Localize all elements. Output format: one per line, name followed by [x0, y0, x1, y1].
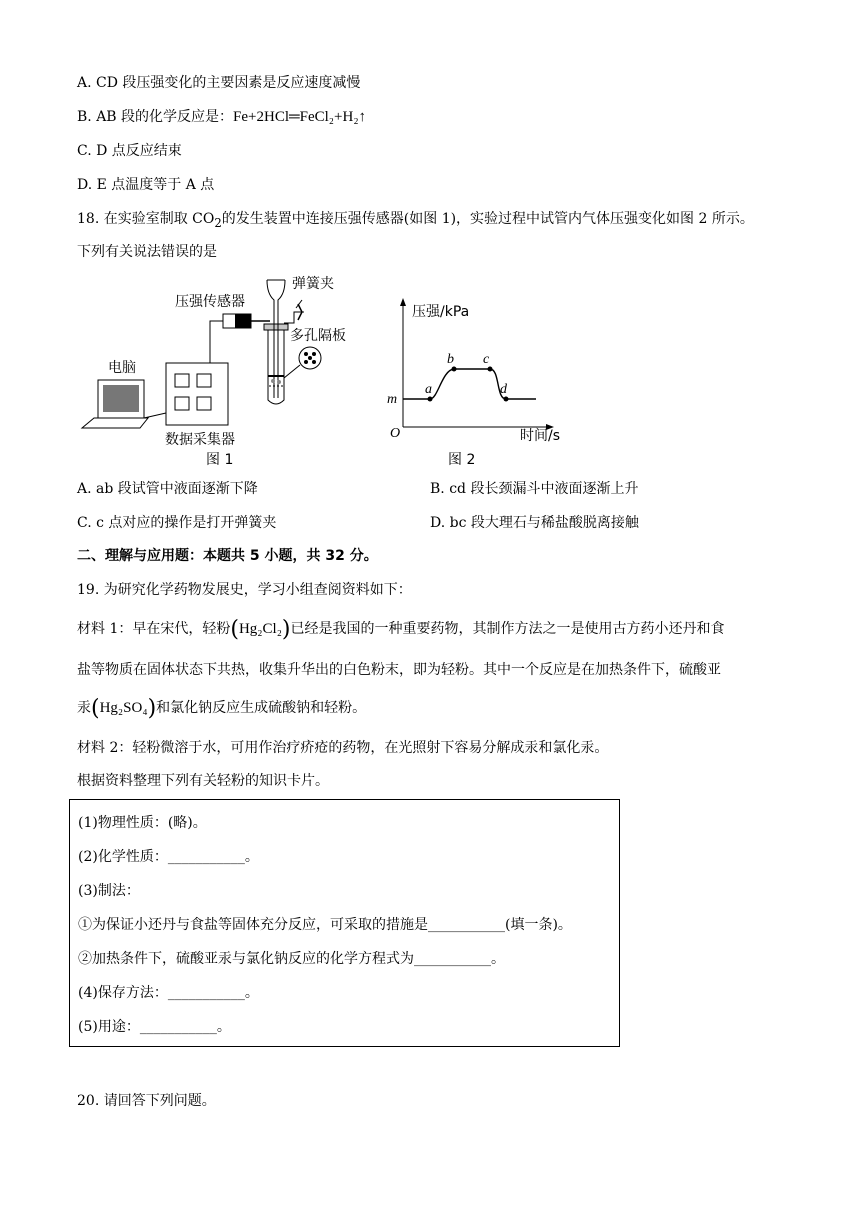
- plate-pointer: [284, 365, 300, 378]
- card-item-usage[interactable]: (5)用途：___________。: [78, 1019, 231, 1035]
- collector-button: [175, 374, 189, 387]
- computer-keyboard: [82, 418, 148, 428]
- point-b: [452, 367, 457, 372]
- m-label: m: [387, 392, 398, 407]
- point-a-label: a: [425, 382, 432, 397]
- q18-option-d: D. bc 段大理石与稀盐酸脱离接触: [430, 515, 639, 531]
- data-collector: [166, 363, 228, 425]
- figure-1-apparatus: [78, 268, 368, 468]
- collector-button: [197, 374, 211, 387]
- pressure-sensor-tip: [235, 314, 251, 328]
- rubber-stopper: [264, 324, 288, 330]
- plate-hole: [304, 360, 308, 364]
- q18-option-a: A. ab 段试管中液面逐渐下降: [77, 481, 258, 497]
- plate-hole: [308, 356, 312, 360]
- q19-material-2: 材料 2：轻粉微溶于水，可用作治疗疥疮的药物，在光照射下容易分解成汞和氯化汞。: [77, 740, 609, 756]
- knowledge-card: [69, 799, 620, 1047]
- q18-stem-part1: 18. 在实验室制取 CO: [77, 211, 215, 227]
- collector-button: [197, 397, 211, 410]
- q17-option-b: [77, 107, 366, 127]
- card-item-chemical[interactable]: (2)化学性质：___________。: [78, 849, 259, 865]
- q19-instruction: 根据资料整理下列有关轻粉的知识卡片。: [77, 773, 329, 789]
- card-item-storage[interactable]: (4)保存方法：___________。: [78, 985, 259, 1001]
- paren-left: (: [91, 696, 100, 721]
- paren-right: ): [281, 617, 291, 642]
- q18-stem-subscript: 2: [214, 215, 222, 230]
- pressure-curve: [403, 369, 536, 399]
- point-a: [428, 397, 433, 402]
- computer-screen: [103, 385, 139, 412]
- marble-piece: [277, 380, 281, 384]
- section-2-title: 二、理解与应用题：本题共 5 小题，共 32 分。: [77, 548, 378, 564]
- q17-option-b-equation: Fe+2HCl═FeCl₂+H₂↑: [233, 109, 367, 125]
- q17-option-a: A. CD 段压强变化的主要因素是反应速度减慢: [77, 75, 361, 91]
- material-1-text-a: 材料 1：早在宋代，轻粉: [77, 621, 231, 637]
- formula-hg2so4: Hg₂SO₄: [99, 700, 148, 716]
- card-item-preparation-1[interactable]: ①为保证小还丹与食盐等固体充分反应，可采取的措施是___________(填一条)。: [78, 917, 572, 933]
- figure-1-caption: 图 1: [206, 452, 234, 468]
- material-1-text-b: 已经是我国的一种重要药物，其制作方法之一是使用古方药小还丹和食: [290, 621, 725, 637]
- x-axis-label: 时间/s: [520, 428, 561, 444]
- origin-label: O: [390, 426, 401, 441]
- paren-left: (: [230, 617, 239, 642]
- card-item-preparation: (3)制法：: [78, 883, 140, 899]
- plate-label: 多孔隔板: [290, 328, 346, 344]
- q19-material-1-line2: 盐等物质在固体状态下共热，收集升华出的白色粉末，即为轻粉。其中一个反应是在加热条件下，硫酸亚: [77, 662, 721, 678]
- formula-hg2cl2: Hg₂Cl₂: [238, 621, 282, 637]
- test-tube: [268, 326, 284, 404]
- figure-2-caption: 图 2: [448, 452, 476, 468]
- sensor-cable: [210, 321, 223, 363]
- q17-option-d: D. E 点温度等于 A 点: [77, 177, 215, 193]
- y-axis-label: 压强/kPa: [412, 304, 470, 320]
- q18-stem-line2: 下列有关说法错误的是: [77, 244, 217, 260]
- card-item-preparation-2[interactable]: ②加热条件下，硫酸亚汞与氯化钠反应的化学方程式为___________。: [78, 951, 505, 967]
- q18-stem-line1: [77, 209, 754, 233]
- card-item-physical: (1)物理性质：(略)。: [78, 815, 207, 831]
- figure-2-pressure-chart: [382, 296, 572, 468]
- y-axis-arrow: [400, 298, 406, 306]
- q20-stem: 20. 请回答下列问题。: [77, 1093, 216, 1109]
- material-1-text-d: 和氯化钠反应生成硫酸钠和轻粉。: [156, 700, 367, 716]
- q18-option-c: C. c 点对应的操作是打开弹簧夹: [77, 515, 277, 531]
- point-c-label: c: [483, 352, 490, 367]
- plate-hole: [304, 352, 308, 356]
- computer-label: 电脑: [108, 360, 136, 376]
- q19-stem: 19. 为研究化学药物发展史，学习小组查阅资料如下：: [77, 582, 412, 598]
- marble-piece: [271, 379, 275, 383]
- point-c: [488, 367, 493, 372]
- collector-button: [175, 397, 189, 410]
- sensor-label: 压强传感器: [175, 294, 245, 310]
- q19-material-1-line1: [77, 619, 725, 640]
- collector-label: 数据采集器: [165, 432, 235, 448]
- q17-option-b-text: B. AB 段的化学反应是：: [77, 109, 234, 125]
- point-d: [504, 397, 509, 402]
- point-b-label: b: [447, 352, 454, 367]
- clip-label: 弹簧夹: [292, 276, 334, 292]
- q19-material-1-line3: [77, 698, 366, 719]
- plate-hole: [312, 360, 316, 364]
- material-1-text-c: 汞: [77, 700, 91, 716]
- paren-right: ): [147, 696, 157, 721]
- q18-option-b: B. cd 段长颈漏斗中液面逐渐上升: [430, 481, 639, 497]
- q17-option-c: C. D 点反应结束: [77, 143, 182, 159]
- plate-hole: [312, 352, 316, 356]
- point-d-label: d: [500, 382, 507, 397]
- computer-cable: [144, 413, 166, 418]
- q18-stem-part2: 的发生装置中连接压强传感器(如图 1)，实验过程中试管内气体压强变化如图 2 所示。: [221, 211, 754, 227]
